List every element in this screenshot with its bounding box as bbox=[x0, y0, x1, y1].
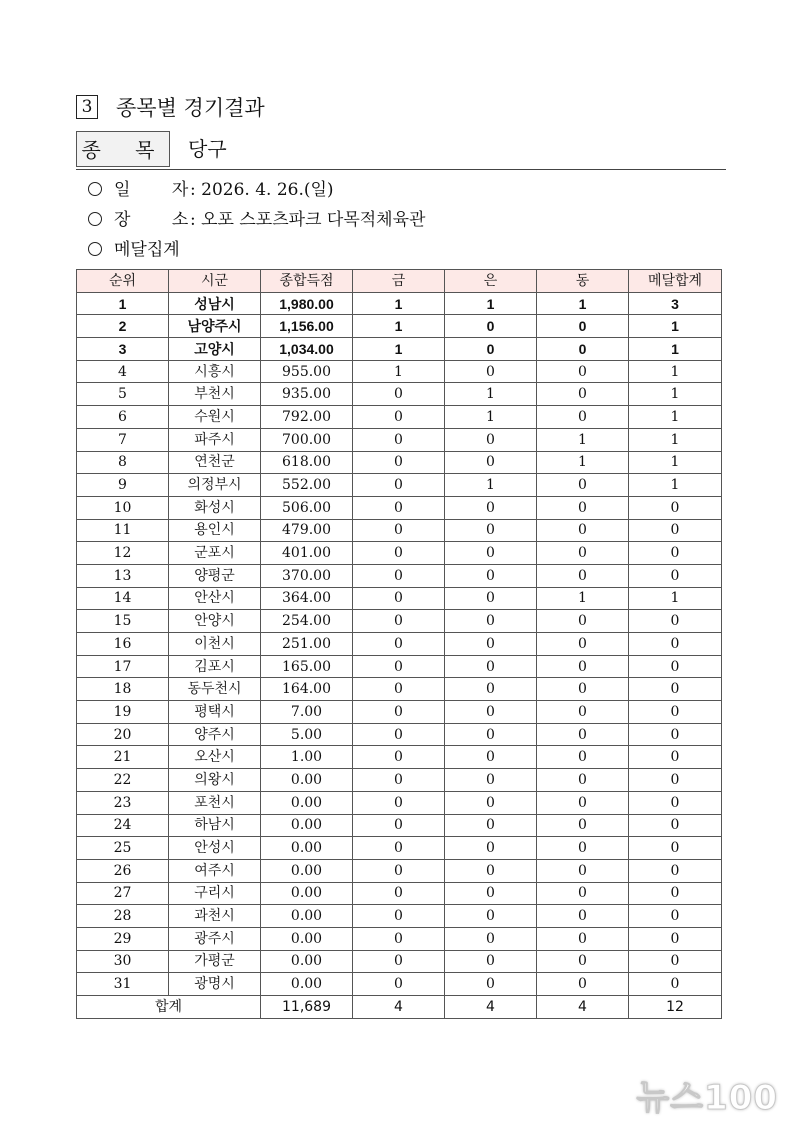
silver-cell: 0 bbox=[445, 950, 537, 973]
gold-cell: 0 bbox=[353, 428, 445, 451]
circle-bullet-icon bbox=[88, 212, 102, 226]
gold-cell: 0 bbox=[353, 496, 445, 519]
medal-total-cell: 1 bbox=[629, 451, 722, 474]
medal-total-cell: 0 bbox=[629, 564, 722, 587]
medal-total-cell: 0 bbox=[629, 837, 722, 860]
bronze-cell: 1 bbox=[537, 292, 629, 315]
rank-cell: 2 bbox=[77, 315, 169, 338]
bronze-cell: 1 bbox=[537, 428, 629, 451]
bronze-cell: 0 bbox=[537, 655, 629, 678]
silver-cell: 0 bbox=[445, 701, 537, 724]
silver-cell: 0 bbox=[445, 905, 537, 928]
score-cell: 251.00 bbox=[261, 633, 353, 656]
rank-cell: 15 bbox=[77, 610, 169, 633]
medal-total-cell: 0 bbox=[629, 905, 722, 928]
circle-bullet-icon bbox=[88, 242, 102, 256]
score-cell: 0.00 bbox=[261, 814, 353, 837]
rank-cell: 11 bbox=[77, 519, 169, 542]
table-row bbox=[77, 519, 722, 542]
bronze-cell: 0 bbox=[537, 950, 629, 973]
gold-cell: 1 bbox=[353, 315, 445, 338]
bronze-cell: 1 bbox=[537, 587, 629, 610]
bronze-cell: 0 bbox=[537, 496, 629, 519]
city-cell: 시흥시 bbox=[169, 360, 261, 383]
bronze-cell: 0 bbox=[537, 882, 629, 905]
bronze-cell: 0 bbox=[537, 360, 629, 383]
table-row bbox=[77, 383, 722, 406]
event-value: 당구 bbox=[188, 137, 227, 161]
score-cell: 0.00 bbox=[261, 950, 353, 973]
bronze-cell: 0 bbox=[537, 701, 629, 724]
gold-cell: 0 bbox=[353, 973, 445, 996]
gold-cell: 0 bbox=[353, 587, 445, 610]
city-cell: 파주시 bbox=[169, 428, 261, 451]
gold-cell: 1 bbox=[353, 360, 445, 383]
gold-cell: 0 bbox=[353, 837, 445, 860]
table-row bbox=[77, 723, 722, 746]
score-cell: 1,034.00 bbox=[261, 338, 353, 361]
silver-cell: 1 bbox=[445, 292, 537, 315]
city-cell: 평택시 bbox=[169, 701, 261, 724]
silver-cell: 0 bbox=[445, 723, 537, 746]
rank-cell: 12 bbox=[77, 542, 169, 565]
score-cell: 0.00 bbox=[261, 927, 353, 950]
rank-cell: 4 bbox=[77, 360, 169, 383]
bronze-cell: 0 bbox=[537, 973, 629, 996]
gold-cell: 0 bbox=[353, 882, 445, 905]
header-bronze: 동 bbox=[537, 270, 629, 293]
medal-total-cell: 1 bbox=[629, 383, 722, 406]
date-value: : 2026. 4. 26.(일) bbox=[190, 180, 334, 200]
score-cell: 1,156.00 bbox=[261, 315, 353, 338]
gold-cell: 0 bbox=[353, 610, 445, 633]
rank-cell: 5 bbox=[77, 383, 169, 406]
silver-cell: 0 bbox=[445, 519, 537, 542]
medal-table bbox=[76, 269, 722, 1019]
gold-cell: 0 bbox=[353, 701, 445, 724]
silver-cell: 0 bbox=[445, 587, 537, 610]
city-cell: 안산시 bbox=[169, 587, 261, 610]
table-row bbox=[77, 633, 722, 656]
bronze-cell: 0 bbox=[537, 769, 629, 792]
table-row bbox=[77, 791, 722, 814]
rank-cell: 9 bbox=[77, 474, 169, 497]
total-row bbox=[77, 996, 722, 1019]
city-cell: 하남시 bbox=[169, 814, 261, 837]
bronze-cell: 0 bbox=[537, 406, 629, 429]
header-medal-total: 메달합계 bbox=[629, 270, 722, 293]
silver-cell: 0 bbox=[445, 428, 537, 451]
table-row bbox=[77, 587, 722, 610]
medal-total-cell: 0 bbox=[629, 496, 722, 519]
rank-cell: 17 bbox=[77, 655, 169, 678]
bronze-cell: 0 bbox=[537, 859, 629, 882]
gold-cell: 0 bbox=[353, 383, 445, 406]
bronze-cell: 0 bbox=[537, 610, 629, 633]
city-cell: 연천군 bbox=[169, 451, 261, 474]
medal-heading: 메달집계 bbox=[114, 240, 180, 260]
silver-cell: 0 bbox=[445, 610, 537, 633]
city-cell: 성남시 bbox=[169, 292, 261, 315]
rank-cell: 8 bbox=[77, 451, 169, 474]
header-city: 시군 bbox=[169, 270, 261, 293]
medal-total-cell: 0 bbox=[629, 814, 722, 837]
score-cell: 0.00 bbox=[261, 859, 353, 882]
table-row bbox=[77, 451, 722, 474]
city-cell: 안양시 bbox=[169, 610, 261, 633]
medal-total-cell: 1 bbox=[629, 338, 722, 361]
gold-cell: 0 bbox=[353, 950, 445, 973]
score-cell: 792.00 bbox=[261, 406, 353, 429]
table-row bbox=[77, 905, 722, 928]
bronze-cell: 0 bbox=[537, 338, 629, 361]
table-row bbox=[77, 292, 722, 315]
total-gold: 4 bbox=[353, 996, 445, 1019]
medal-total-cell: 1 bbox=[629, 360, 722, 383]
silver-cell: 0 bbox=[445, 859, 537, 882]
bronze-cell: 0 bbox=[537, 383, 629, 406]
gold-cell: 1 bbox=[353, 338, 445, 361]
event-row bbox=[76, 131, 726, 170]
score-cell: 0.00 bbox=[261, 837, 353, 860]
city-cell: 양주시 bbox=[169, 723, 261, 746]
total-medals: 12 bbox=[629, 996, 722, 1019]
gold-cell: 0 bbox=[353, 791, 445, 814]
rank-cell: 7 bbox=[77, 428, 169, 451]
bronze-cell: 0 bbox=[537, 564, 629, 587]
table-row bbox=[77, 814, 722, 837]
city-cell: 김포시 bbox=[169, 655, 261, 678]
total-silver: 4 bbox=[445, 996, 537, 1019]
silver-cell: 0 bbox=[445, 791, 537, 814]
city-cell: 수원시 bbox=[169, 406, 261, 429]
score-cell: 370.00 bbox=[261, 564, 353, 587]
medal-total-cell: 0 bbox=[629, 633, 722, 656]
medal-total-cell: 1 bbox=[629, 474, 722, 497]
city-cell: 오산시 bbox=[169, 746, 261, 769]
silver-cell: 1 bbox=[445, 406, 537, 429]
rank-cell: 25 bbox=[77, 837, 169, 860]
city-cell: 화성시 bbox=[169, 496, 261, 519]
table-row bbox=[77, 406, 722, 429]
bronze-cell: 0 bbox=[537, 678, 629, 701]
silver-cell: 0 bbox=[445, 315, 537, 338]
gold-cell: 0 bbox=[353, 564, 445, 587]
gold-cell: 0 bbox=[353, 474, 445, 497]
rank-cell: 6 bbox=[77, 406, 169, 429]
bronze-cell: 0 bbox=[537, 633, 629, 656]
medal-total-cell: 0 bbox=[629, 542, 722, 565]
city-cell: 광명시 bbox=[169, 973, 261, 996]
gold-cell: 0 bbox=[353, 905, 445, 928]
table-row bbox=[77, 338, 722, 361]
medal-total-cell: 0 bbox=[629, 791, 722, 814]
score-cell: 1,980.00 bbox=[261, 292, 353, 315]
bronze-cell: 0 bbox=[537, 519, 629, 542]
table-row bbox=[77, 564, 722, 587]
event-label: 종 목 bbox=[76, 131, 170, 167]
total-score: 11,689 bbox=[261, 996, 353, 1019]
score-cell: 479.00 bbox=[261, 519, 353, 542]
gold-cell: 0 bbox=[353, 406, 445, 429]
rank-cell: 13 bbox=[77, 564, 169, 587]
gold-cell: 0 bbox=[353, 655, 445, 678]
silver-cell: 0 bbox=[445, 338, 537, 361]
section-title bbox=[76, 90, 265, 124]
header-rank: 순위 bbox=[77, 270, 169, 293]
medal-total-cell: 0 bbox=[629, 927, 722, 950]
gold-cell: 0 bbox=[353, 746, 445, 769]
score-cell: 700.00 bbox=[261, 428, 353, 451]
silver-cell: 0 bbox=[445, 837, 537, 860]
table-row bbox=[77, 610, 722, 633]
score-cell: 0.00 bbox=[261, 905, 353, 928]
table-row bbox=[77, 746, 722, 769]
table-row bbox=[77, 950, 722, 973]
info-date bbox=[88, 178, 334, 202]
city-cell: 동두천시 bbox=[169, 678, 261, 701]
gold-cell: 1 bbox=[353, 292, 445, 315]
table-row bbox=[77, 315, 722, 338]
silver-cell: 0 bbox=[445, 496, 537, 519]
medal-total-cell: 0 bbox=[629, 973, 722, 996]
score-cell: 5.00 bbox=[261, 723, 353, 746]
medal-total-cell: 1 bbox=[629, 428, 722, 451]
bronze-cell: 0 bbox=[537, 315, 629, 338]
gold-cell: 0 bbox=[353, 927, 445, 950]
table-row bbox=[77, 927, 722, 950]
score-cell: 0.00 bbox=[261, 882, 353, 905]
rank-cell: 28 bbox=[77, 905, 169, 928]
gold-cell: 0 bbox=[353, 451, 445, 474]
medal-total-cell: 0 bbox=[629, 859, 722, 882]
section-number-box: 3 bbox=[76, 95, 98, 119]
rank-cell: 14 bbox=[77, 587, 169, 610]
bronze-cell: 0 bbox=[537, 723, 629, 746]
medal-total-cell: 1 bbox=[629, 406, 722, 429]
bronze-cell: 0 bbox=[537, 814, 629, 837]
score-cell: 506.00 bbox=[261, 496, 353, 519]
circle-bullet-icon bbox=[88, 182, 102, 196]
table-row bbox=[77, 496, 722, 519]
silver-cell: 0 bbox=[445, 655, 537, 678]
venue-value: : 오포 스포츠파크 다목적체육관 bbox=[190, 210, 426, 230]
rank-cell: 23 bbox=[77, 791, 169, 814]
bronze-cell: 0 bbox=[537, 474, 629, 497]
bronze-cell: 0 bbox=[537, 542, 629, 565]
silver-cell: 0 bbox=[445, 633, 537, 656]
city-cell: 의정부시 bbox=[169, 474, 261, 497]
total-bronze: 4 bbox=[537, 996, 629, 1019]
gold-cell: 0 bbox=[353, 859, 445, 882]
medal-total-cell: 0 bbox=[629, 769, 722, 792]
header-score: 종합득점 bbox=[261, 270, 353, 293]
silver-cell: 0 bbox=[445, 882, 537, 905]
gold-cell: 0 bbox=[353, 814, 445, 837]
medal-total-cell: 0 bbox=[629, 882, 722, 905]
silver-cell: 1 bbox=[445, 474, 537, 497]
medal-total-cell: 0 bbox=[629, 678, 722, 701]
city-cell: 구리시 bbox=[169, 882, 261, 905]
rank-cell: 21 bbox=[77, 746, 169, 769]
silver-cell: 0 bbox=[445, 360, 537, 383]
score-cell: 935.00 bbox=[261, 383, 353, 406]
city-cell: 고양시 bbox=[169, 338, 261, 361]
gold-cell: 0 bbox=[353, 678, 445, 701]
silver-cell: 0 bbox=[445, 451, 537, 474]
medal-total-cell: 1 bbox=[629, 587, 722, 610]
score-cell: 401.00 bbox=[261, 542, 353, 565]
date-key: 일 자 bbox=[114, 180, 207, 200]
table-row bbox=[77, 655, 722, 678]
table-row bbox=[77, 360, 722, 383]
rank-cell: 1 bbox=[77, 292, 169, 315]
score-cell: 618.00 bbox=[261, 451, 353, 474]
silver-cell: 1 bbox=[445, 383, 537, 406]
city-cell: 과천시 bbox=[169, 905, 261, 928]
header-gold: 금 bbox=[353, 270, 445, 293]
rank-cell: 22 bbox=[77, 769, 169, 792]
bronze-cell: 0 bbox=[537, 927, 629, 950]
city-cell: 남양주시 bbox=[169, 315, 261, 338]
rank-cell: 10 bbox=[77, 496, 169, 519]
info-venue bbox=[88, 208, 425, 232]
city-cell: 군포시 bbox=[169, 542, 261, 565]
bronze-cell: 0 bbox=[537, 791, 629, 814]
table-row bbox=[77, 542, 722, 565]
total-label: 합계 bbox=[77, 996, 261, 1019]
silver-cell: 0 bbox=[445, 973, 537, 996]
city-cell: 안성시 bbox=[169, 837, 261, 860]
medal-total-cell: 3 bbox=[629, 292, 722, 315]
score-cell: 165.00 bbox=[261, 655, 353, 678]
bronze-cell: 1 bbox=[537, 451, 629, 474]
silver-cell: 0 bbox=[445, 814, 537, 837]
medal-total-cell: 0 bbox=[629, 746, 722, 769]
city-cell: 부천시 bbox=[169, 383, 261, 406]
medal-total-cell: 0 bbox=[629, 950, 722, 973]
gold-cell: 0 bbox=[353, 769, 445, 792]
info-medal-heading bbox=[88, 238, 180, 262]
score-cell: 164.00 bbox=[261, 678, 353, 701]
city-cell: 의왕시 bbox=[169, 769, 261, 792]
score-cell: 0.00 bbox=[261, 973, 353, 996]
score-cell: 0.00 bbox=[261, 791, 353, 814]
gold-cell: 0 bbox=[353, 519, 445, 542]
city-cell: 용인시 bbox=[169, 519, 261, 542]
silver-cell: 0 bbox=[445, 542, 537, 565]
rank-cell: 18 bbox=[77, 678, 169, 701]
score-cell: 0.00 bbox=[261, 769, 353, 792]
gold-cell: 0 bbox=[353, 633, 445, 656]
city-cell: 가평군 bbox=[169, 950, 261, 973]
table-row bbox=[77, 973, 722, 996]
rank-cell: 24 bbox=[77, 814, 169, 837]
rank-cell: 26 bbox=[77, 859, 169, 882]
score-cell: 7.00 bbox=[261, 701, 353, 724]
medal-total-cell: 0 bbox=[629, 655, 722, 678]
table-row bbox=[77, 678, 722, 701]
header-silver: 은 bbox=[445, 270, 537, 293]
table-row bbox=[77, 769, 722, 792]
city-cell: 양평군 bbox=[169, 564, 261, 587]
table-row bbox=[77, 428, 722, 451]
table-row bbox=[77, 882, 722, 905]
score-cell: 552.00 bbox=[261, 474, 353, 497]
score-cell: 1.00 bbox=[261, 746, 353, 769]
bronze-cell: 0 bbox=[537, 837, 629, 860]
rank-cell: 30 bbox=[77, 950, 169, 973]
medal-total-cell: 0 bbox=[629, 701, 722, 724]
score-cell: 955.00 bbox=[261, 360, 353, 383]
silver-cell: 0 bbox=[445, 678, 537, 701]
gold-cell: 0 bbox=[353, 723, 445, 746]
silver-cell: 0 bbox=[445, 927, 537, 950]
section-title-text: 종목별 경기결과 bbox=[116, 96, 265, 120]
medal-total-cell: 0 bbox=[629, 610, 722, 633]
medal-total-cell: 1 bbox=[629, 315, 722, 338]
venue-key: 장 소 bbox=[114, 210, 207, 230]
silver-cell: 0 bbox=[445, 746, 537, 769]
medal-total-cell: 0 bbox=[629, 723, 722, 746]
city-cell: 이천시 bbox=[169, 633, 261, 656]
medal-total-cell: 0 bbox=[629, 519, 722, 542]
watermark-logo: 뉴스100 bbox=[636, 1078, 778, 1118]
rank-cell: 16 bbox=[77, 633, 169, 656]
table-row bbox=[77, 859, 722, 882]
table-row bbox=[77, 701, 722, 724]
city-cell: 여주시 bbox=[169, 859, 261, 882]
table-header-row bbox=[77, 270, 722, 293]
rank-cell: 31 bbox=[77, 973, 169, 996]
bronze-cell: 0 bbox=[537, 905, 629, 928]
rank-cell: 27 bbox=[77, 882, 169, 905]
table-row bbox=[77, 837, 722, 860]
rank-cell: 19 bbox=[77, 701, 169, 724]
rank-cell: 3 bbox=[77, 338, 169, 361]
bronze-cell: 0 bbox=[537, 746, 629, 769]
silver-cell: 0 bbox=[445, 564, 537, 587]
score-cell: 364.00 bbox=[261, 587, 353, 610]
score-cell: 254.00 bbox=[261, 610, 353, 633]
gold-cell: 0 bbox=[353, 542, 445, 565]
city-cell: 포천시 bbox=[169, 791, 261, 814]
rank-cell: 20 bbox=[77, 723, 169, 746]
table-row bbox=[77, 474, 722, 497]
city-cell: 광주시 bbox=[169, 927, 261, 950]
rank-cell: 29 bbox=[77, 927, 169, 950]
silver-cell: 0 bbox=[445, 769, 537, 792]
